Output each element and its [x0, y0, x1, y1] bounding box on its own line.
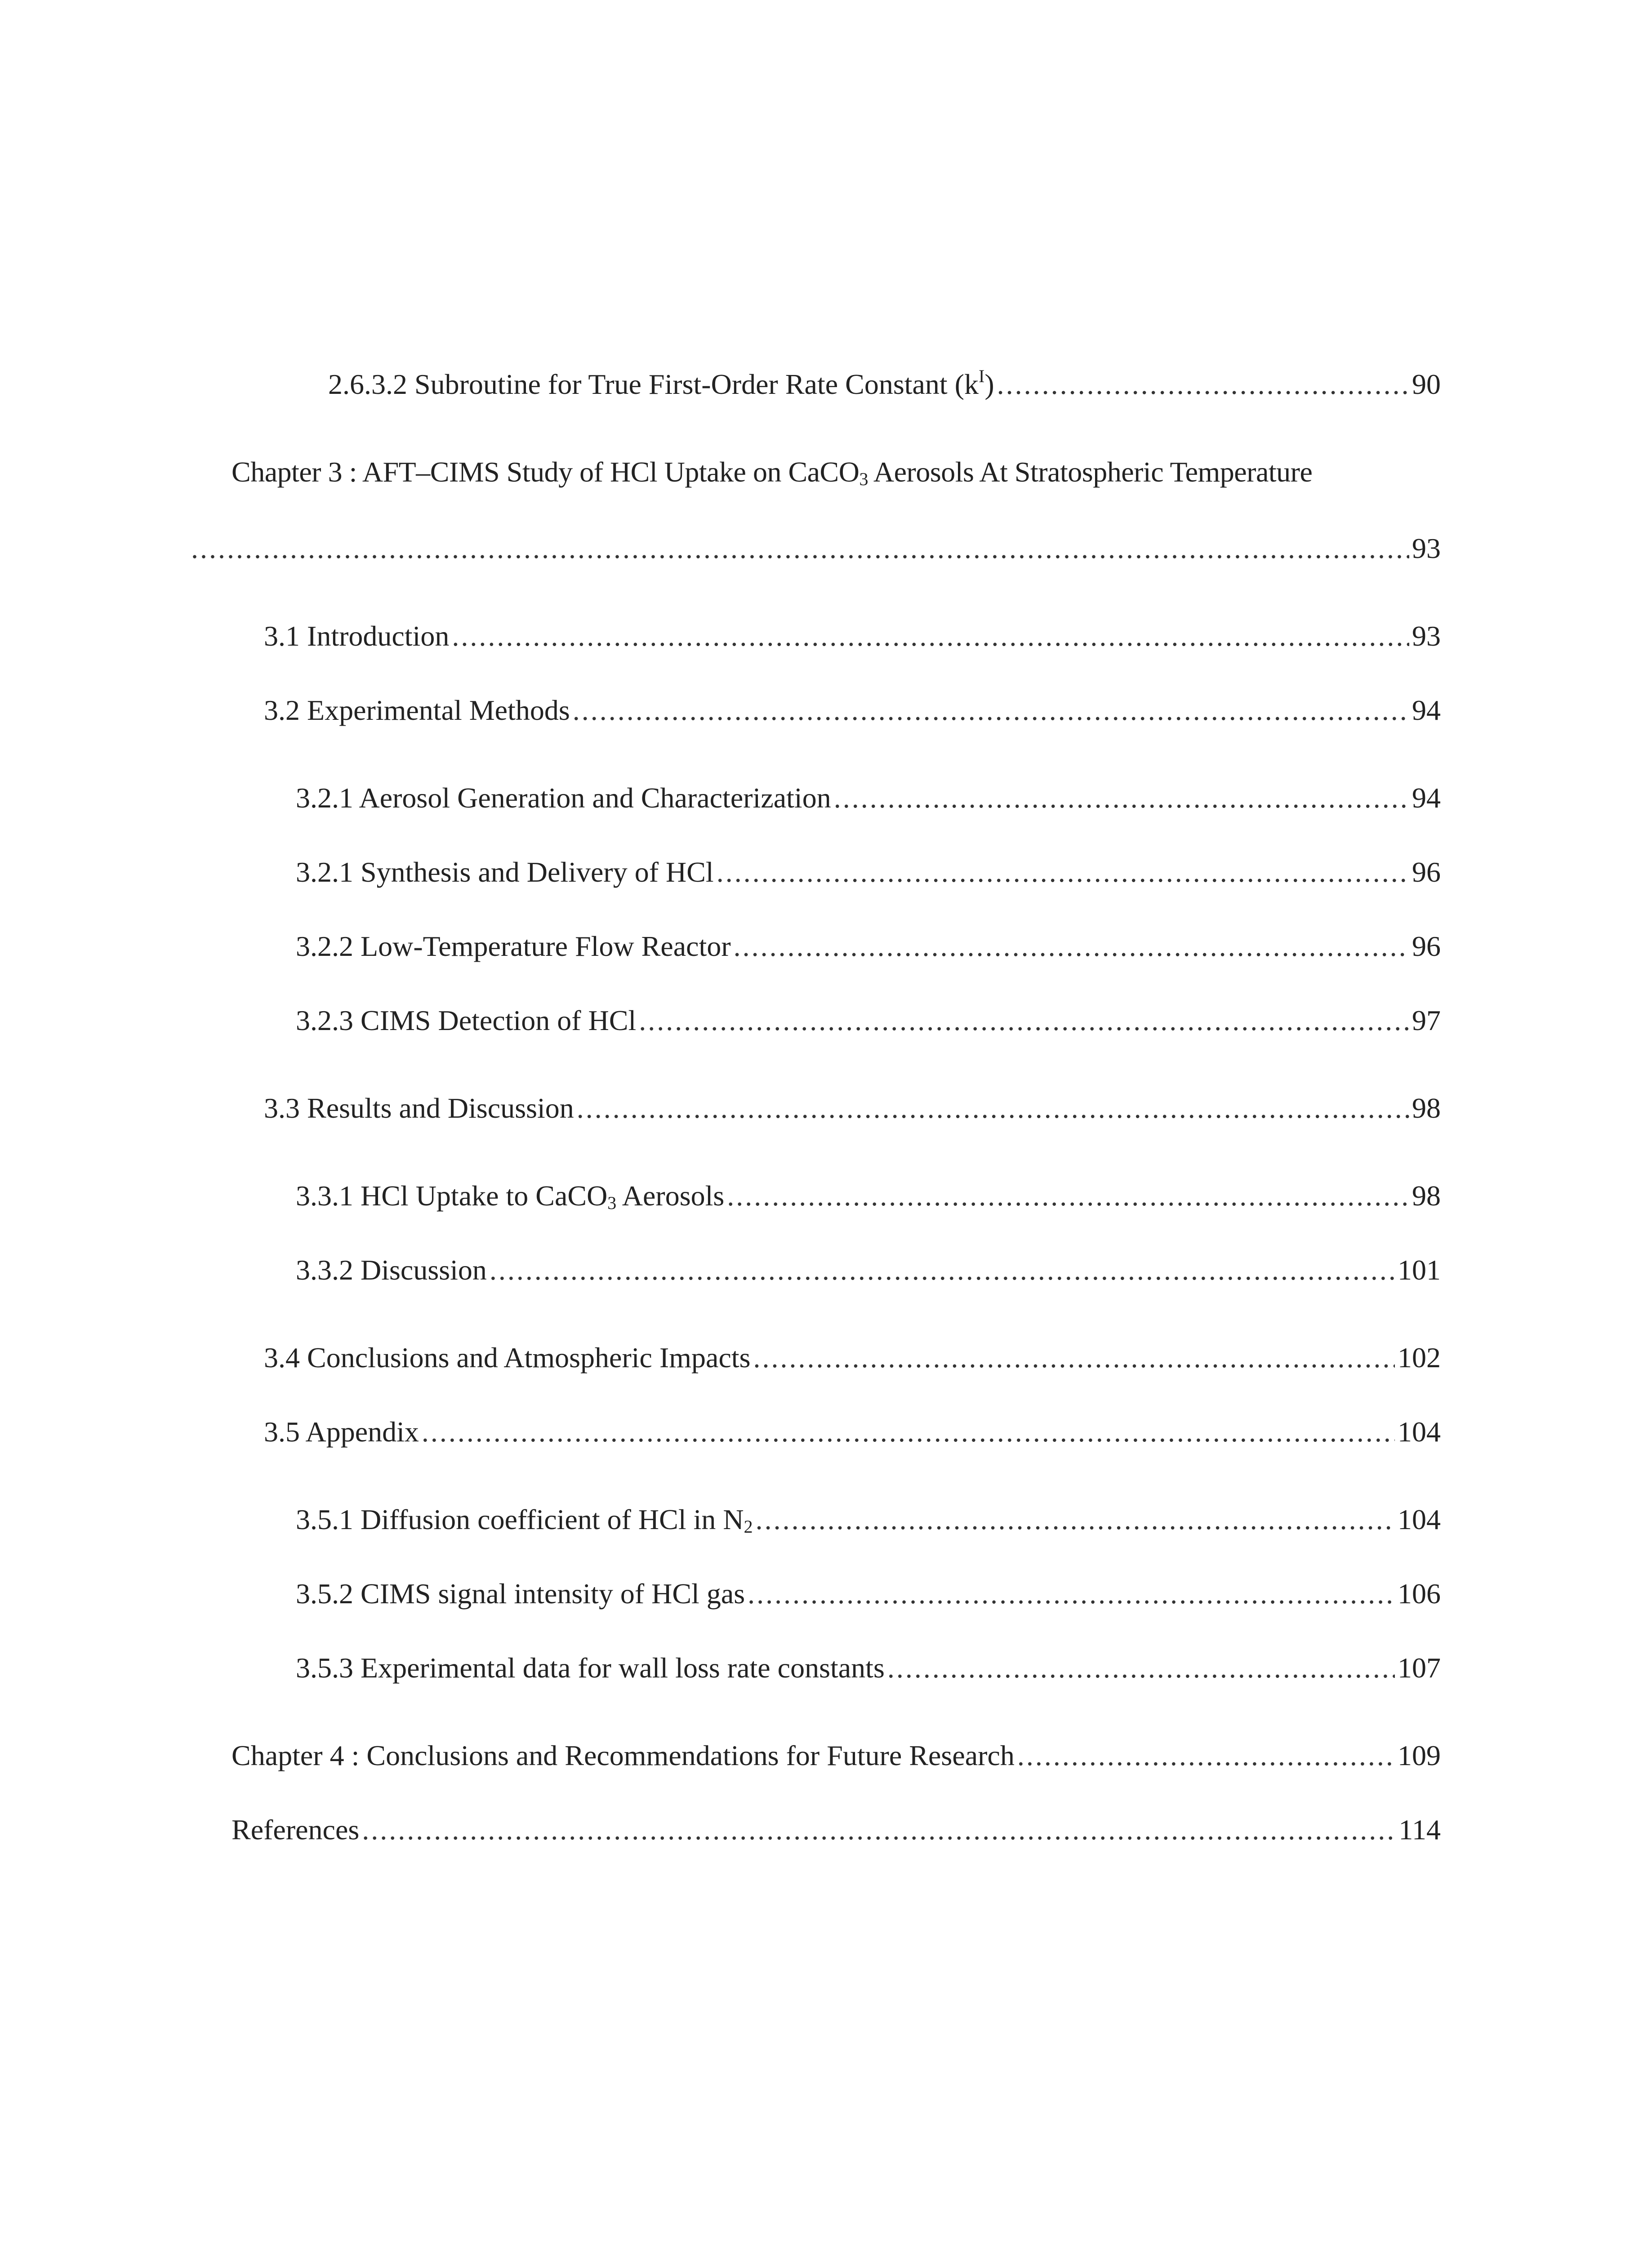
dot-leader: [834, 778, 1409, 818]
dot-leader: [753, 1338, 1395, 1378]
toc-entry-3-5-3[interactable]: [296, 1648, 1441, 1688]
toc-page-number: 94: [1412, 694, 1441, 726]
toc-entry-label: 3.2.2 Low-Temperature Flow Reactor: [296, 930, 731, 962]
toc-entry-3-5-2[interactable]: [296, 1574, 1441, 1614]
toc-page-number: 97: [1412, 1004, 1441, 1036]
toc-entry-label: 3.3.2 Discussion: [296, 1254, 487, 1286]
toc-entry-2-6-3-2[interactable]: [328, 364, 1441, 405]
toc-entry-3-5[interactable]: [264, 1412, 1441, 1452]
toc-page-number: 107: [1398, 1652, 1441, 1684]
dot-leader: [717, 852, 1409, 892]
toc-entry-label: 3.5.2 CIMS signal intensity of HCl gas: [296, 1578, 745, 1610]
toc-entry-3-2-2[interactable]: [296, 926, 1441, 967]
toc-page-number: 93: [1412, 532, 1441, 564]
toc-entry-label: 3.4 Conclusions and Atmospheric Impacts: [264, 1342, 751, 1374]
toc-entry-3-3-1[interactable]: [296, 1176, 1441, 1216]
dot-leader: [577, 1088, 1409, 1128]
toc-entry-3-1[interactable]: [264, 616, 1441, 656]
toc-entry-3-2-1-aerosol[interactable]: [296, 778, 1441, 818]
subscript: 3: [859, 469, 868, 489]
toc-page-number: 114: [1398, 1814, 1441, 1846]
toc-entry-label: 3.3.1 HCl Uptake to CaCO$_3$ Aerosols: [296, 1180, 725, 1213]
toc-entry-label: 3.5.3 Experimental data for wall loss rate constants: [296, 1652, 885, 1684]
toc-entry-3-3-2[interactable]: [296, 1250, 1441, 1290]
toc-page-number: 102: [1398, 1342, 1441, 1374]
toc-page-number: 94: [1412, 782, 1441, 814]
toc-entry-label: 3.3 Results and Discussion: [264, 1092, 574, 1124]
toc-entry-3-3[interactable]: [264, 1088, 1441, 1128]
toc-page-number: 98: [1412, 1092, 1441, 1124]
dot-leader: [362, 1810, 1396, 1850]
toc-entry-chapter-3[interactable]: [232, 452, 1441, 492]
dot-leader: [490, 1250, 1395, 1290]
toc-page-number: 104: [1398, 1416, 1441, 1448]
toc-page-number: 109: [1398, 1740, 1441, 1771]
dot-leader: [422, 1412, 1395, 1452]
dot-leader: [748, 1574, 1395, 1614]
subscript: 3: [607, 1193, 617, 1213]
toc-entry-label: 3.2.1 Synthesis and Delivery of HCl: [296, 856, 714, 888]
toc-entry-3-4[interactable]: [264, 1338, 1441, 1378]
dot-leader: [452, 616, 1409, 656]
dot-leader: [639, 1000, 1409, 1041]
dot-leader: [887, 1648, 1395, 1688]
toc-page-number: 106: [1398, 1578, 1441, 1610]
toc-entry-label: 3.2.3 CIMS Detection of HCl: [296, 1004, 637, 1036]
dot-leader: [727, 1176, 1409, 1216]
toc-entry-3-2[interactable]: [264, 690, 1441, 731]
toc-entry-3-5-1[interactable]: [296, 1499, 1441, 1540]
toc-page-number: 96: [1412, 930, 1441, 962]
toc-entry-references[interactable]: [232, 1810, 1441, 1850]
toc-page-number: 101: [1398, 1254, 1441, 1286]
toc-entry-label: 3.5.1 Diffusion coefficient of HCl in $N_2$: [296, 1503, 753, 1537]
toc-entry-3-2-3[interactable]: [296, 1000, 1441, 1041]
dot-leader: [191, 528, 1409, 569]
toc-entry-label: 3.2 Experimental Methods: [264, 694, 570, 726]
toc-entry-label: 3.5 Appendix: [264, 1416, 419, 1448]
toc-entry-label: 3.2.1 Aerosol Generation and Characterization: [296, 782, 831, 814]
dot-leader: [734, 926, 1409, 967]
toc-page-number: 93: [1412, 620, 1441, 652]
dot-leader: [997, 364, 1409, 405]
toc-entry-label: 2.6.3.2 Subroutine for True First-Order Rate Constant $(k^I)$: [328, 366, 994, 400]
superscript: I: [979, 366, 985, 386]
toc-entry-chapter-3-continued[interactable]: [191, 528, 1441, 569]
subscript: 2: [744, 1517, 753, 1537]
toc-page-number: 90: [1412, 368, 1441, 400]
toc-entry-chapter-4[interactable]: [232, 1735, 1441, 1776]
dot-leader: [1017, 1735, 1395, 1776]
toc-entry-3-2-1-synthesis[interactable]: [296, 852, 1441, 892]
toc-page-number: 98: [1412, 1180, 1441, 1212]
toc-entry-label: 3.1 Introduction: [264, 620, 450, 652]
dot-leader: [756, 1499, 1395, 1540]
toc-page-number: 96: [1412, 856, 1441, 888]
toc-entry-label: References: [232, 1814, 360, 1846]
dot-leader: [573, 690, 1409, 731]
toc-page-number: 104: [1398, 1503, 1441, 1535]
toc-entry-label: Chapter 3 : AFT–CIMS Study of HCl Uptake on CaCO$_3$ Aerosols At Stratospheric Temperature: [232, 456, 1313, 489]
toc-entry-label: Chapter 4 : Conclusions and Recommendations for Future Research: [232, 1740, 1015, 1771]
